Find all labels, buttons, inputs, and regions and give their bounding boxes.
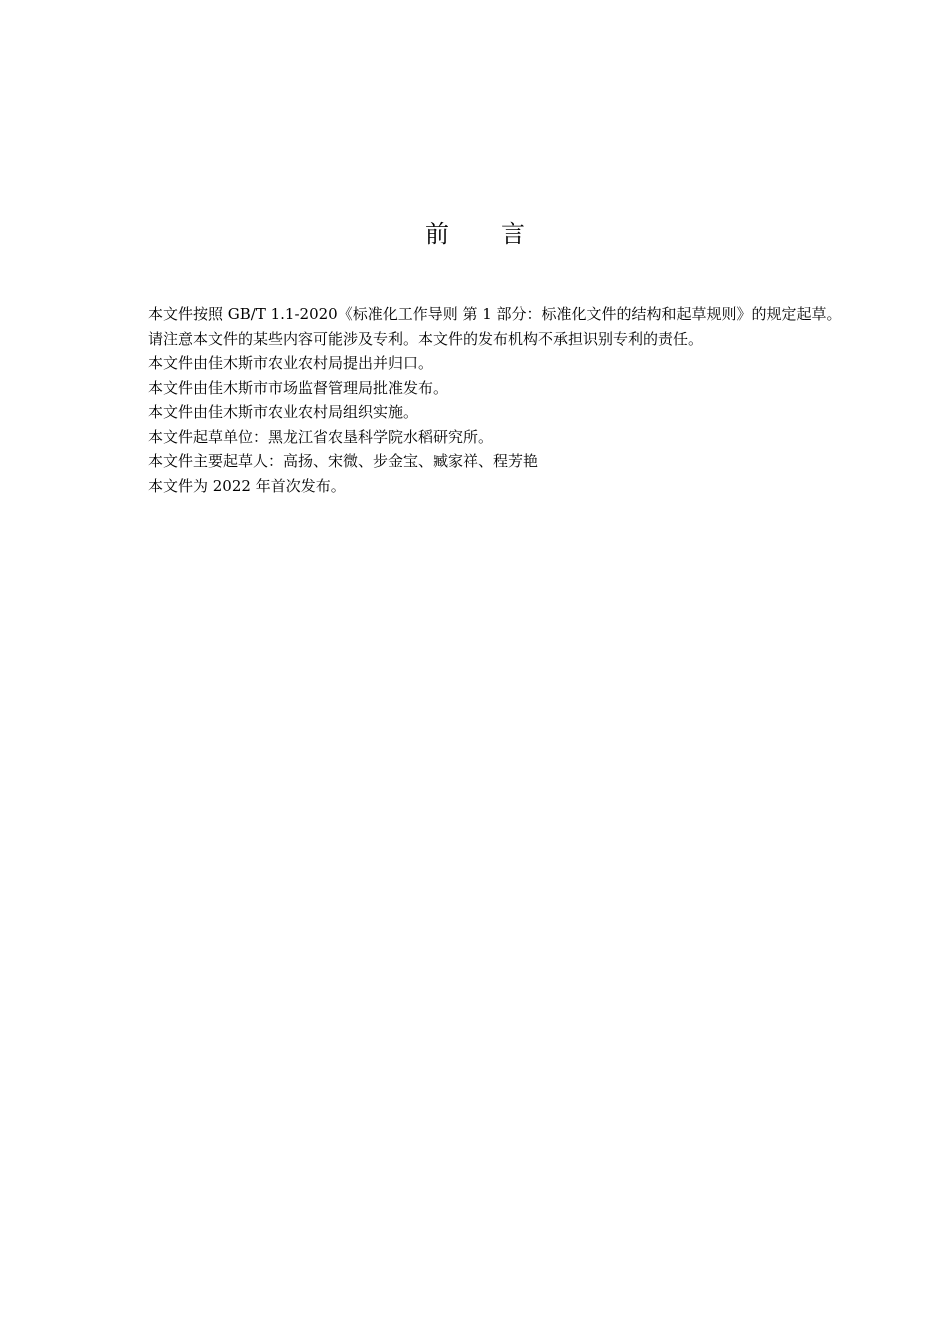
- paragraph-drafting-unit: 本文件起草单位：黑龙江省农垦科学院水稻研究所。: [148, 427, 494, 446]
- paragraph-release: 本文件为 2022 年首次发布。: [148, 476, 346, 495]
- foreword-body: [113, 302, 863, 498]
- paragraph-drafting-rules: 本文件按照 GB/T 1.1-2020《标准化工作导则 第 1 部分：标准化文件的结构和起草规则》的规定起草。: [148, 305, 842, 323]
- paragraph-proposer: 本文件由佳木斯市农业农村局提出并归口。: [148, 354, 434, 372]
- page-title-part-2: 言: [501, 220, 525, 248]
- paragraph-approver: 本文件由佳木斯市市场监督管理局批准发布。: [148, 378, 449, 397]
- paragraph-drafters: 本文件主要起草人：高扬、宋微、步金宝、臧家祥、程芳艳: [148, 452, 539, 470]
- page-title: [0, 214, 950, 254]
- paragraph-implementer: 本文件由佳木斯市农业农村局组织实施。: [148, 403, 419, 421]
- page-title-part-1: 前: [425, 220, 449, 248]
- paragraph-patent-notice: 请注意本文件的某些内容可能涉及专利。本文件的发布机构不承担识别专利的责任。: [148, 329, 704, 348]
